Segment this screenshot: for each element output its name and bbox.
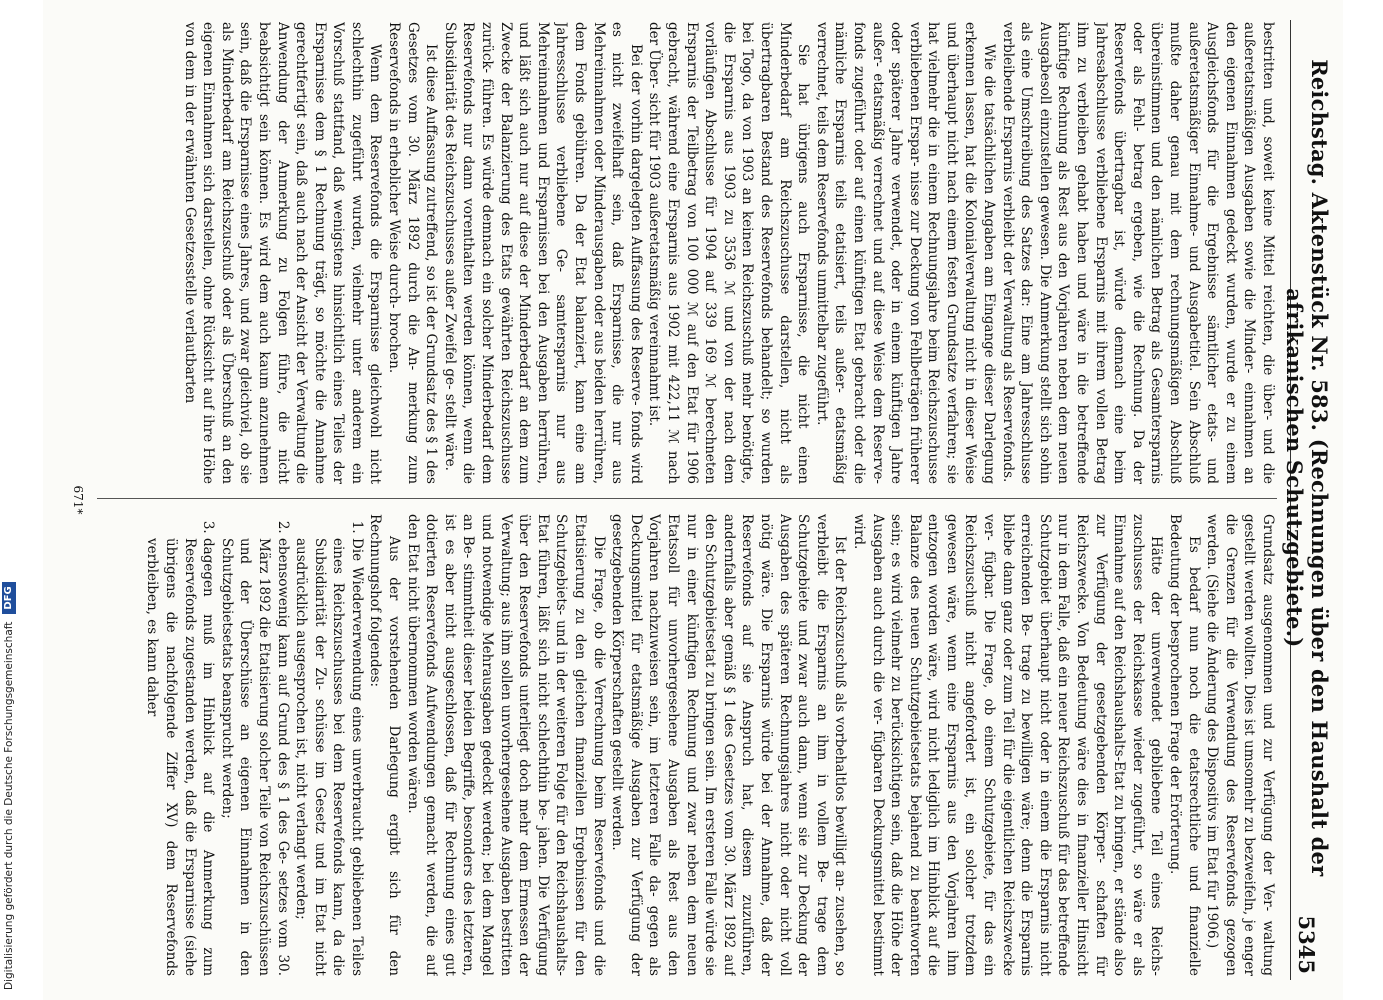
paragraph: Wenn dem Reservefonds die Ersparnisse gleichwohl nicht schlechthin zugeführt wurden, vielmehr unter anderem ein Vorschuß stattfand, daß wenigstens hinsichtlich eines Teiles der Ersparnisse dem § 1 Rechnung trägt, so möchte die Annahme gerechtfertigt sein, daß auch nach der Ansicht der Verwaltung die Anwendung der Anmerkung zu Folgen führe, die nicht beabsichtigt sein können. Es wird dem auch kaum anzunehmen sein, daß die Ersparnisse eines Jahres, und zwar gleichviel, ob sie als Minderbedarf am Reichszuschuß oder als Überschuß an den eigenen Einnahmen sich darstellen, ohne Rücksicht auf ihre Höhe von dem in der erwähnten Gesetzesstelle verlautbarten xyxy=(181,22,384,484)
digitization-note xyxy=(0,0,18,1000)
page-title: Reichstag. Aktenstück Nr. 583. (Rechnungen über den Haushalt der afrikanischen Schutzgebiete.) xyxy=(1282,59,1332,877)
paragraph: bestritten und, soweit keine Mittel reichten, die über- und die außeretatsmäßigen Ausgaben sowie die Minder- einnahmen an den eigenen Einnahmen gedeckt wurden, wurde er zu einem Ausgleichsfonds für die Ergebnisse sämtlicher etats- und außeretatsmäßiger Einnahme- und Ausgabetitel. Sein Abschluß mußte daher genau mit dem rechnungsmäßigen Abschluß übereinstimmen und den nämlichen Betrag als Gesamtersparnis oder als Fehl- betrag ergeben, wie die Rechnung. Da der Reservefonds übertragbar ist, würde demnach eine beim Jahresabschlusse verbliebene Ersparnis mit ihrem vollen Betrag ihm zu verbleiben gehabt haben und wäre in die betreffende künftige Rechnung als Rest aus den Vorjahren neben dem neuen Ausgabesoll einzustellen gewesen. Die Anmerkung stellt sich sohin als eine Umschreibung des Satzes dar: Eine am Jahresschlusse verbleibende Ersparnis verbleibt der Verwaltung als Reservefonds. xyxy=(999,22,1276,484)
page-header xyxy=(1282,20,1332,980)
right-column xyxy=(97,514,1277,976)
paragraph: Bei der vorhin dargelegten Auffassung des Reserve- fonds wird es nicht zweifelhaft sein, daß Ersparnisse, die nur aus Mehreinnahmen oder Minderausgaben oder aus beiden herrühren, dem Fonds gebühren. Da der Etat balanziert, kann eine am Jahresschlusse verbliebene Ge- samtersparnis nur aus Mehreinnahmen und Ersparnissen bei den Ausgaben herrühren, und läßt sich auch nur auf diese der Minderbedarf an dem zum Zwecke der Balanzierung des Etats gewährten Reichszuschusse zurück- führen. Es würde demnach ein solcher Minderbedarf dem Reservefonds nur dann vorenthalten werden können, wenn die Subsidiarität des Reichszuschusses außer Zweifel ge- stellt wäre. xyxy=(441,22,644,484)
left-column xyxy=(97,22,1277,484)
paragraph: Hätte der unverwendet gebliebene Teil eines Reichs- zuschusses der Reichskasse wieder zugeführt, so wäre er als Einnahme auf den Reichshaushalts-Etat zu bringen, er stände also zur Verfügung der gesetzgebenden Körper- schaften für Reichszwecke. Von Bedeutung wäre dies in finanzieller Hinsicht nur in dem Falle, daß ein neuer Reichszuschuß für das betreffende Schutzgebiet überhaupt nicht oder in einem die Ersparnis nicht erreichenden Be- trage zu bewilligen wäre; denn die Ersparnis bliebe dann ganz oder zum Teil für die eigentlichen Reichszwecke ver- fügbar. Die Frage, ob einem Schutzgebiete, für das ein Reichszuschuß nicht angefordert ist, ein solcher trotzdem gewesen wäre, wenn eine Ersparnis aus den Vorjahren ihm entzogen worden wäre, wird nicht lediglich im Hinblick auf die Balanze des neuen Schutzgebietsetats bejahend zu beantworten sein; es wird vielmehr zu berücksichtigen sein, daß die Höhe der Ausgaben auch durch die ver- fügbaren Deckungsmittel bestimmt wird. xyxy=(850,514,1165,976)
list-item: 3. dagegen muß im Hinblick auf die Anmerkung zum Reservefonds zugestanden werden, daß die Ersparnisse (siehe übrigens die nachfolgende Ziffer XV) dem Reservefonds verbleiben, es kann daher xyxy=(143,538,217,976)
list-item: 2. ebensowenig kann auf Grund des § 1 des Ge- setzes vom 30. März 1892 die Etatisierung solcher Teile von Reichszuschüssen und der Überschüsse an eigenen Einnahmen in den Schutzgebietsetats beansprucht werden; xyxy=(217,538,291,976)
paragraph: Wie die tatsächlichen Angaben am Eingange dieser Darlegung erkennen lassen, hat die Kolonialverwaltung nicht in dieser Weise und überhaupt nicht nach einem festen Grundsatze verfahren; sie hat vielmehr die in einem Rechnungsjahre beim Reichszuschusse verbliebenen Erspar- nisse zur Deckung von Fehlbeträgen früherer oder späterer Jahre verwendet, oder in einem künftigen Jahre außer- etatsmäßig verrechnet und auf diese Weise dem Reserve- fonds zugeführt oder auf einen künftigen Etat gebracht oder die nämliche Ersparnis teils etatisiert, teils außer- etatsmäßig verrechnet, teils dem Reservefonds unmittelbar zugeführt. xyxy=(813,22,998,484)
dfg-logo: DFG xyxy=(2,582,16,613)
footer-number: 671* xyxy=(71,485,85,515)
numbered-list xyxy=(143,514,366,976)
paragraph: Es bedarf nun noch die etatsrechtliche und finanzielle Bedeutung der besprochenen Frage der Erörterung. xyxy=(1167,514,1202,976)
scanned-page xyxy=(43,0,1343,1000)
paragraph: Aus der vorstehenden Darlegung ergibt sich für den Rechnungshof folgendes: xyxy=(367,514,403,976)
paragraph: Sie hat übrigens auch Ersparnisse, die nicht einen Minderbedarf am Reichszuschusse darstellen, nicht als übertragbaren Bestand des Reservefonds behandelt; so wurden bei Togo, da von 1903 an keinen Reichszuschuß mehr benötigte, die Ersparnis aus 1903 zu 3536 ℳ und von der nach dem vorläufigen Abschlusse für 1904 auf 339 169 ℳ berechneten Ersparnis der Teilbetrag von 100 000 ℳ auf den Etat für 1906 gebracht, während eine Ersparnis aus 1902 mit 422,11 ℳ nach der Über- sicht für 1903 außeretatsmäßig vereinnahmt ist. xyxy=(646,22,812,484)
digitization-text: Digitalisierung gefördert durch die Deutsche Forschungsgemeinschaft xyxy=(3,621,15,990)
paragraph: Grundsatz ausgenommen und zur Verfügung der Ver- waltung gestellt werden wollten. Dies ist umsomehr zu bezweifeln, je enger die Grenzen für die Verwendung des Reservefonds gezogen werden. (Siehe die Änderung des Dispositivs im Etat für 1906.) xyxy=(1204,514,1276,976)
paragraph: Die Frage, ob die Verrechnung beim Reservefonds und die Etatisierung zu den gleichen finanziellen Ergebnissen für den Schutzgebiets- und in der weiteren Folge für den Reichshaushalts-Etat führen, läßt sich nicht schlechthin be- jahen. Die Verfügung über den Reservefonds unterliegt doch mehr dem Ermessen der Verwaltung; aus ihm sollen unvorhergesehene Ausgaben bestritten und notwendige Mehrausgaben gedeckt werden; bei dem Mangel an Be- stimmtheit dieser beiden Begriffe, besonders des letzteren, ist es aber nicht ausgeschlossen, daß für Rechnung eines gut dotierten Reservefonds Aufwendungen gemacht werden, die auf den Etat nicht übernommen worden wären. xyxy=(404,514,607,976)
paragraph: Ist der Reichszuschuß als vorbehaltlos bewilligt an- zusehen, so verbleibt die Ersparnis an ihm in vollem Be- trage dem Schutzgebiete und zwar auch dann, wenn sie zur Deckung der Ausgaben des späteren Rechnungsjahres nicht oder nicht voll nötig wäre. Die Ersparnis würde bei der Annahme, daß der Reservefonds auf sie Anspruch hat, diesem zuzuführen, andernfalls aber gemäß § 1 des Gesetzes vom 30. März 1892 auf den Schutzgebietsetat zu bringen sein. Im ersteren Falle würde sie nur in einer künftigen Rechnung und zwar neben dem neuen Etatssoll für unvorhergesehene Ausgaben als Rest aus den Vorjahren nachzuweisen sein, im letzteren Falle da- gegen als Deckungsmittel für etatsmäßige Ausgaben zur Verfügung der gesetzgebenden Körperschaften gestellt werden. xyxy=(609,514,849,976)
paragraph: Ist diese Auffassung zutreffend, so ist der Grundsatz des § 1 des Gesetzes vom 30. März 1892 durch die An- merkung zum Reservefonds in erheblicher Weise durch- brochen. xyxy=(386,22,440,484)
list-item: 1. Die Wiederverwendung eines unverbraucht gebliebenen Teiles eines Reichszuschusses bei dem Reservefonds kann, da die Subsidiarität der Zu- schüsse im Gesetz und im Etat nicht ausdrücklich ausgesprochen ist, nicht verlangt werden; xyxy=(292,538,366,976)
page-number: 5345 xyxy=(1294,915,1320,974)
column-divider xyxy=(97,498,1277,499)
